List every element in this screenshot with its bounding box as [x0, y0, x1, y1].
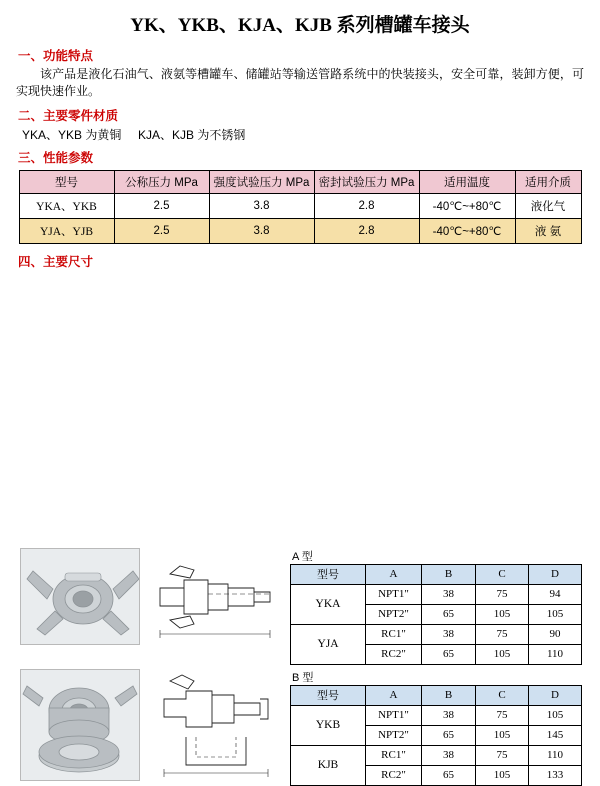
- perf-r1-c4: -40℃~+80℃: [419, 218, 515, 243]
- technical-drawing-b-type: [150, 669, 280, 779]
- perf-r1-c3: 2.8: [314, 218, 419, 243]
- dimB-r3-c1: RC2": [366, 765, 422, 785]
- table-row: [291, 745, 582, 765]
- perf-r1-c1: 2.5: [114, 218, 209, 243]
- dimA-r2-c4: 90: [529, 624, 582, 644]
- dimB-r0-c1: NPT1": [366, 705, 422, 725]
- perf-r0-c5: 液化气: [515, 193, 581, 218]
- dimA-r0-c4: 94: [529, 584, 582, 604]
- dimB-col-2: B: [422, 685, 476, 705]
- dimA-r1-c2: 65: [422, 604, 476, 624]
- dimA-col-0: 型号: [291, 564, 366, 584]
- dimA-r3-c4: 110: [529, 644, 582, 664]
- product-photo-a-type: [20, 548, 140, 645]
- dimA-r0-c2: 38: [422, 584, 476, 604]
- dimB-r0-c4: 105: [529, 705, 582, 725]
- dimA-col-2: B: [422, 564, 476, 584]
- perf-col-3: 密封试验压力 MPa: [314, 170, 419, 193]
- dimB-col-4: D: [529, 685, 582, 705]
- performance-table: [19, 170, 582, 244]
- perf-r0-c2: 3.8: [209, 193, 314, 218]
- dimA-col-1: A: [366, 564, 422, 584]
- dimA-r3-c3: 105: [476, 644, 529, 664]
- dimA-col-3: C: [476, 564, 529, 584]
- page-title: YK、YKB、KJA、KJB 系列槽罐车接头: [130, 15, 470, 36]
- technical-drawing-a-type: [150, 548, 280, 643]
- dimB-r1-c2: 65: [422, 725, 476, 745]
- dimA-r1-c4: 105: [529, 604, 582, 624]
- dimA-r1-c1: NPT2": [366, 604, 422, 624]
- drawing-label-a: A 型: [292, 550, 313, 563]
- perf-col-1: 公称压力 MPa: [114, 170, 209, 193]
- dimB-r1-c1: NPT2": [366, 725, 422, 745]
- dimA-r0-c1: NPT1": [366, 584, 422, 604]
- perf-col-2: 强度试验压力 MPa: [209, 170, 314, 193]
- table-header-row: [19, 170, 581, 193]
- table-row: [19, 218, 581, 243]
- perf-r0-c3: 2.8: [314, 193, 419, 218]
- dimB-r3-c3: 105: [476, 765, 529, 785]
- perf-col-5: 适用介质: [515, 170, 581, 193]
- dimB-r2-c2: 38: [422, 745, 476, 765]
- dimA-r2-c1: RC1": [366, 624, 422, 644]
- table-row: [291, 705, 582, 725]
- perf-r0-c4: -40℃~+80℃: [419, 193, 515, 218]
- dimB-r3-c2: 65: [422, 765, 476, 785]
- perf-r0-c0: YKA、YKB: [19, 193, 114, 218]
- section-heading-features: 一、功能特点: [18, 49, 94, 63]
- dimA-r0-c3: 75: [476, 584, 529, 604]
- dimB-r3-c4: 133: [529, 765, 582, 785]
- dimB-col-0: 型号: [291, 685, 366, 705]
- dimB-r0-model: YKB: [291, 705, 366, 745]
- perf-r1-c0: YJA、YJB: [19, 218, 114, 243]
- features-paragraph: 该产品是液化石油气、液氨等槽罐车、储罐站等输送管路系统中的快装接头，安全可靠，装卸方便，可实现快速作业。: [16, 67, 584, 99]
- dimB-r0-c3: 75: [476, 705, 529, 725]
- dimension-table-a: [290, 564, 582, 665]
- dimB-col-1: A: [366, 685, 422, 705]
- dimB-r1-c4: 145: [529, 725, 582, 745]
- perf-col-4: 适用温度: [419, 170, 515, 193]
- drawing-label-b: B 型: [292, 671, 314, 684]
- table-row: [291, 584, 582, 604]
- dimB-r2-model: KJB: [291, 745, 366, 785]
- table-row: [19, 193, 581, 218]
- dimA-r3-c1: RC2": [366, 644, 422, 664]
- section-heading-material: 二、主要零件材质: [18, 108, 119, 123]
- table-header-row: [291, 564, 582, 584]
- section-heading-dimensions: 四、主要尺寸: [18, 254, 94, 269]
- dimB-r2-c1: RC1": [366, 745, 422, 765]
- dimB-col-3: C: [476, 685, 529, 705]
- dimA-r2-c2: 38: [422, 624, 476, 644]
- perf-r1-c2: 3.8: [209, 218, 314, 243]
- dimension-table-b: [290, 685, 582, 786]
- dimA-r2-model: YJA: [291, 624, 366, 664]
- section-heading-performance: 三、性能参数: [18, 150, 94, 165]
- dimB-r0-c2: 38: [422, 705, 476, 725]
- dimB-r1-c3: 105: [476, 725, 529, 745]
- table-row: [291, 624, 582, 644]
- perf-col-0: 型号: [19, 170, 114, 193]
- dimB-r2-c3: 75: [476, 745, 529, 765]
- table-header-row: [291, 685, 582, 705]
- dimB-r2-c4: 110: [529, 745, 582, 765]
- product-photo-b-type: [20, 669, 140, 781]
- material-line: YKA、YKB 为黄铜 KJA、KJB 为不锈钢: [22, 127, 246, 142]
- perf-r0-c1: 2.5: [114, 193, 209, 218]
- dimA-r0-model: YKA: [291, 584, 366, 624]
- dimA-r2-c3: 75: [476, 624, 529, 644]
- dimA-r1-c3: 105: [476, 604, 529, 624]
- perf-r1-c5: 液 氨: [515, 218, 581, 243]
- dimA-r3-c2: 65: [422, 644, 476, 664]
- dimA-col-4: D: [529, 564, 582, 584]
